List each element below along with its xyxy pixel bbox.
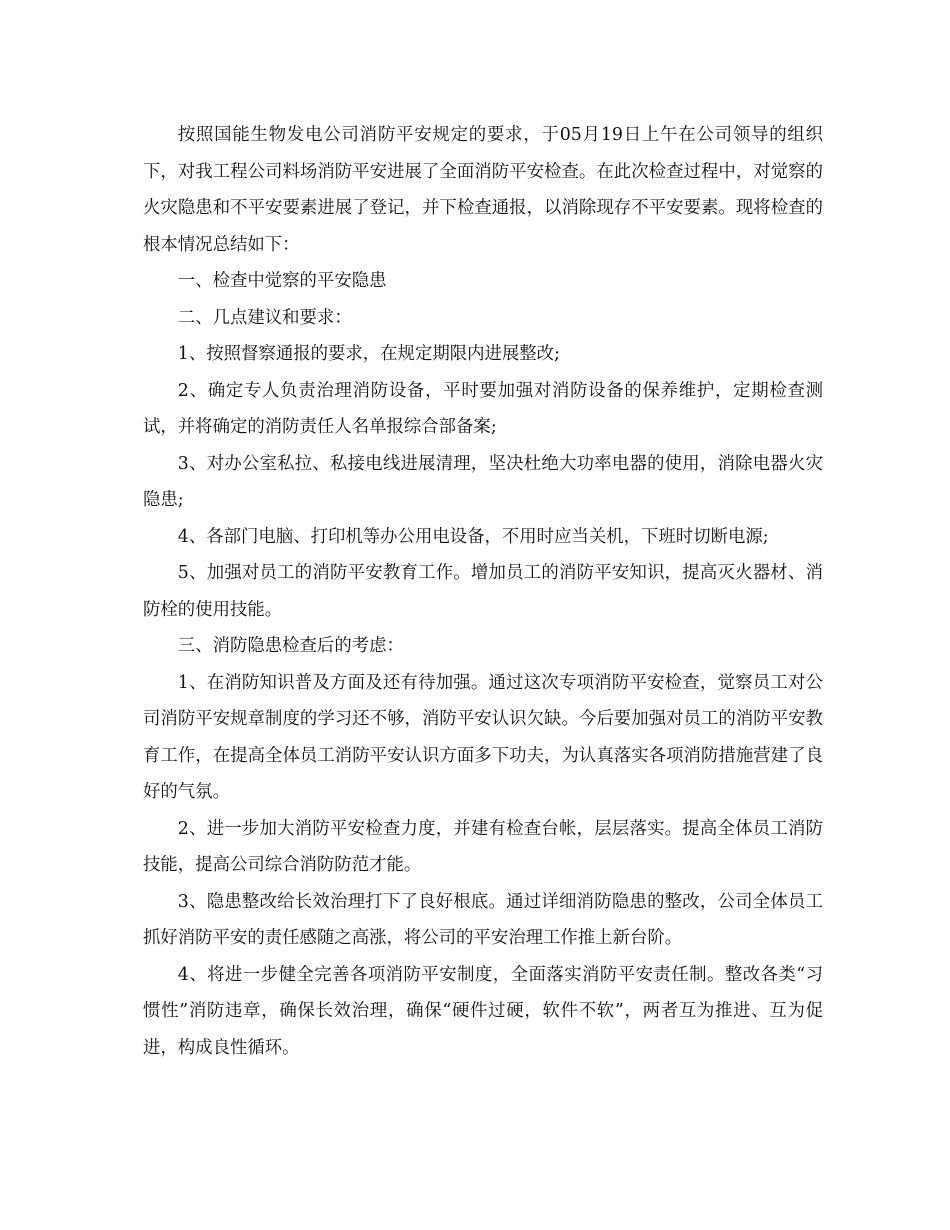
suggestion-item: 4、各部门电脑、打印机等办公用电设备，不用时应当关机，下班时切断电源; bbox=[177, 526, 769, 547]
section-heading-suggestions: 二、几点建议和要求： bbox=[177, 307, 352, 328]
suggestion-item: 1、按照督察通报的要求，在规定期限内进展整改; bbox=[177, 344, 560, 364]
suggestion-item: 2、确定专人负责治理消防设备，平时要加强对消防设备的保养维护，定期检查测试，并将确定的消防责任人名单报综合部备案; bbox=[143, 380, 823, 437]
document-body bbox=[143, 117, 823, 1066]
suggestion-item: 3、对办公室私拉、私接电线进展清理，坚决杜绝大功率电器的使用，消除电器火灾隐患; bbox=[143, 453, 823, 510]
reflection-item: 4、将进一步健全完善各项消防平安制度，全面落实消防平安责任制。整改各类“习惯性”消防违章，确保长效治理，确保“硬件过硬，软件不软”，两者互为推进、互为促进，构成良性循环。 bbox=[143, 964, 823, 1058]
reflection-item: 1、在消防知识普及方面及还有待加强。通过这次专项消防平安检查，觉察员工对公司消防平安规章制度的学习还不够，消防平安认识欠缺。今后要加强对员工的消防平安教育工作，在提高全体员工消防平安认识方面多下功夫，为认真落实各项消防措施营建了良好的气氛。 bbox=[143, 672, 823, 802]
intro-paragraph: 按照国能生物发电公司消防平安规定的要求，于05月19日上午在公司领导的组织下，对我工程公司料场消防平安进展了全面消防平安检查。在此次检查过程中，对觉察的火灾隐患和不平安要素进展了登记，并下检查通报，以消除现存不平安要素。现将检查的根本情况总结如下： bbox=[143, 125, 823, 255]
section-heading-reflections: 三、消防隐患检查后的考虑： bbox=[177, 636, 404, 656]
reflection-item: 2、进一步加大消防平安检查力度，并建有检查台帐，层层落实。提高全体员工消防技能，提高公司综合消防防范才能。 bbox=[143, 818, 823, 875]
suggestion-item: 5、加强对员工的消防平安教育工作。增加员工的消防平安知识，提高灭火器材、消防栓的使用技能。 bbox=[143, 563, 823, 620]
reflection-item: 3、隐患整改给长效治理打下了良好根底。通过详细消防隐患的整改，公司全体员工抓好消防平安的责任感随之高涨，将公司的平安治理工作推上新台阶。 bbox=[143, 891, 823, 948]
section-heading-hazards: 一、检查中觉察的平安隐患 bbox=[177, 271, 387, 291]
